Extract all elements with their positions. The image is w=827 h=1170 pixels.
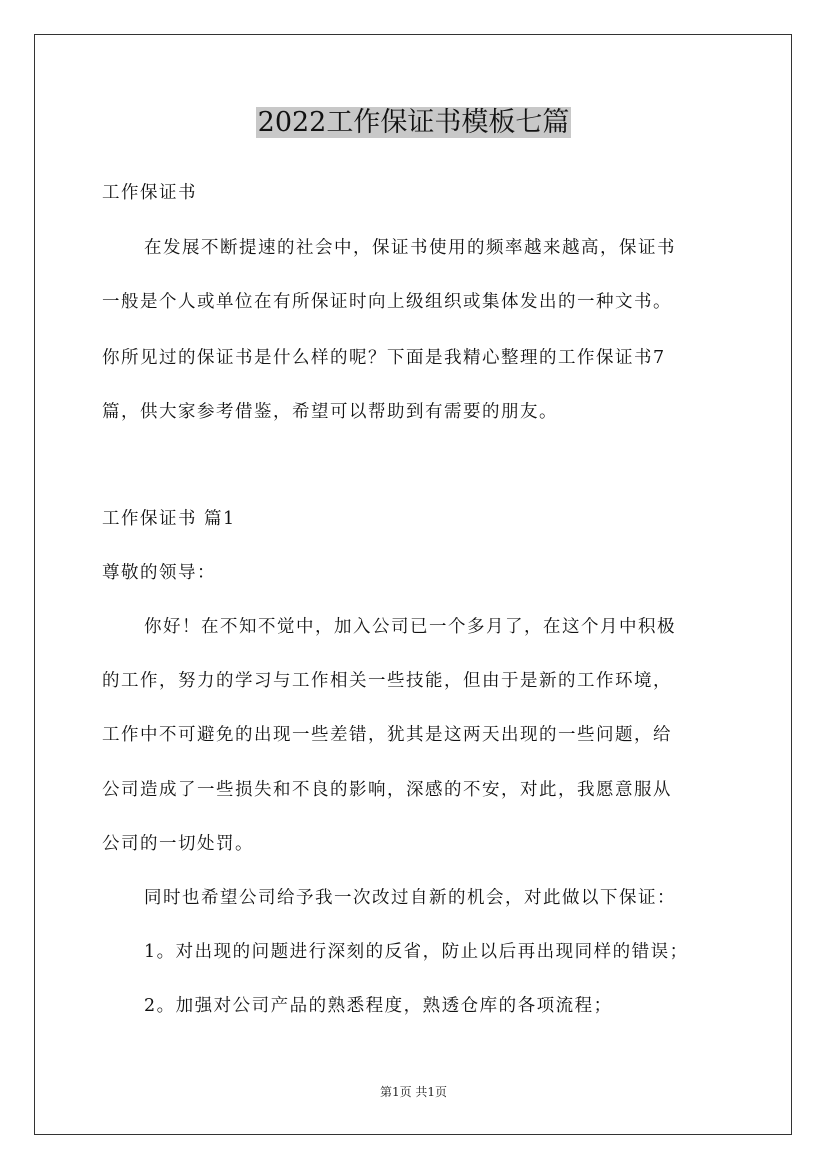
pledge-item: 1。对出现的问题进行深刻的反省，防止以后再出现同样的错误； (144, 942, 689, 962)
document-title-text: 2022工作保证书模板七篇 (257, 107, 570, 138)
intro-line: 在发展不断提速的社会中，保证书使用的频率越来越高，保证书 (144, 238, 676, 258)
intro-heading: 工作保证书 (102, 183, 197, 203)
page-footer: 第1页 共1页 (379, 1085, 448, 1099)
salutation: 尊敬的领导： (102, 563, 216, 583)
intro-line: 你所见过的保证书是什么样的呢？下面是我精心整理的工作保证书7 (102, 348, 666, 368)
document-title (0, 104, 827, 142)
intro-line: 一般是个人或单位在有所保证时向上级组织或集体发出的一种文书。 (102, 292, 672, 312)
pledge-intro: 同时也希望公司给予我一次改过自新的机会，对此做以下保证： (144, 888, 676, 908)
body-line: 的工作，努力的学习与工作相关一些技能，但由于是新的工作环境， (102, 671, 672, 691)
body-line: 你好！在不知不觉中，加入公司已一个多月了，在这个月中积极 (144, 617, 676, 637)
intro-line: 篇，供大家参考借鉴，希望可以帮助到有需要的朋友。 (102, 402, 558, 422)
body-line: 工作中不可避免的出现一些差错，犹其是这两天出现的一些问题，给 (102, 725, 672, 745)
body-line: 公司造成了一些损失和不良的影响，深感的不安，对此，我愿意服从 (102, 780, 672, 800)
section-heading: 工作保证书 篇1 (102, 509, 236, 529)
pledge-item: 2。加强对公司产品的熟悉程度，熟透仓库的各项流程； (144, 996, 613, 1016)
body-line: 公司的一切处罚。 (102, 834, 254, 854)
